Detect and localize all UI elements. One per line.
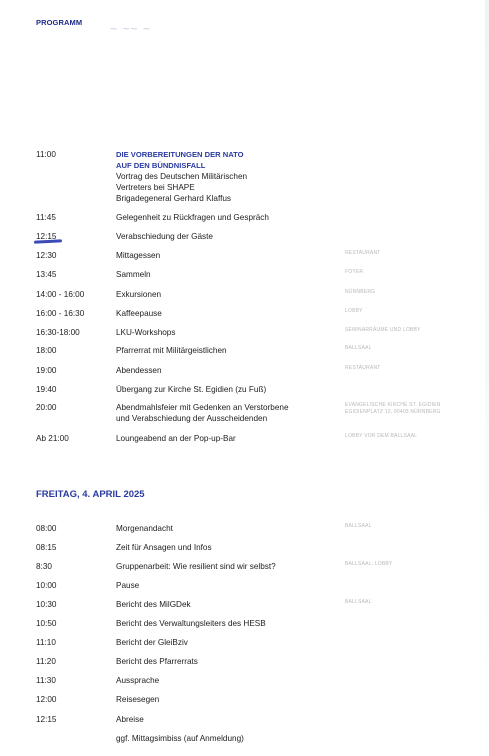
activity-line: LKU-Workshops (116, 328, 176, 337)
row-activity (116, 433, 341, 444)
row-time: 12:30 (36, 251, 57, 260)
row-time: 10:50 (36, 619, 57, 628)
row-activity (116, 618, 341, 629)
activity-line: Bericht des Pfarrerrats (116, 657, 198, 666)
row-time: 8:30 (36, 562, 52, 571)
activity-line: Mittagessen (116, 251, 161, 260)
activity-line: Kaffeepause (116, 309, 162, 318)
activity-line: Bericht der GleiBziv (116, 638, 188, 647)
row-activity (116, 580, 341, 591)
row-activity (116, 149, 341, 204)
row-activity (116, 733, 341, 744)
row-location: LOBBY (345, 308, 363, 314)
row-time: 20:00 (36, 403, 57, 412)
day2-heading: FREITAG, 4. APRIL 2025 (36, 489, 145, 500)
activity-line: Loungeabend an der Pop-up-Bar (116, 434, 236, 443)
row-location: EVANGELISCHE KIRCHE ST. EGIDIEN EGIDIENPLATZ 12, 90403 NÜRNBERG (345, 402, 441, 415)
activity-line: Exkursionen (116, 290, 162, 299)
activity-line: Abendessen (116, 366, 162, 375)
row-activity (116, 402, 341, 424)
activity-line: Abendmahlsfeier mit Gedenken an Verstorbene (116, 403, 289, 412)
row-location: SEMINARRÄUME UND LOBBY (345, 327, 421, 333)
row-time: 18:00 (36, 346, 57, 355)
row-time: 08:00 (36, 524, 57, 533)
row-activity (116, 384, 341, 395)
activity-line: Morgenandacht (116, 524, 173, 533)
row-time: 12:15 (36, 232, 57, 241)
row-time: 19:00 (36, 366, 57, 375)
row-activity (116, 327, 341, 338)
talk-title: AUF DEN BÜNDNISFALL (116, 161, 206, 170)
activity-line: Gruppenarbeit: Wie resilient sind wir selbst? (116, 562, 276, 571)
row-location: BALLSAAL (345, 599, 372, 605)
row-time: 16:30-18:00 (36, 328, 80, 337)
row-location: RESTAURANT (345, 365, 381, 371)
row-activity (116, 212, 341, 223)
row-activity (116, 675, 341, 686)
row-activity (116, 365, 341, 376)
activity-line: Aussprache (116, 676, 160, 685)
activity-line: Verabschiedung der Gäste (116, 232, 213, 241)
talk-title: DIE VORBEREITUNGEN DER NATO (116, 150, 244, 159)
activity-line: Bericht des Verwaltungsleiters des HESB (116, 619, 266, 628)
row-location: FOYER (345, 269, 364, 275)
activity-line: Pause (116, 581, 140, 590)
row-time: 10:00 (36, 581, 57, 590)
activity-line: Abreise (116, 715, 144, 724)
activity-line: Brigadegeneral Gerhard Klaffus (116, 194, 232, 203)
activity-line: Pfarrerrat mit Militärgeistlichen (116, 346, 227, 355)
row-time: 11:20 (36, 657, 56, 666)
page-edge-shadow (485, 0, 489, 756)
row-activity (116, 231, 341, 242)
row-activity (116, 345, 341, 356)
row-activity (116, 637, 341, 648)
activity-line: Übergang zur Kirche St. Egidien (zu Fuß) (116, 385, 267, 394)
row-time: 12:00 (36, 695, 57, 704)
row-activity (116, 269, 341, 280)
row-activity (116, 656, 341, 667)
activity-line: Vortrag des Deutschen Militärischen (116, 172, 248, 181)
activity-line: Vertreters bei SHAPE (116, 183, 195, 192)
row-activity (116, 542, 341, 553)
row-location: LOBBY VOR DEM BALLSAAL (345, 433, 418, 439)
row-location: BALLSAAL (345, 345, 372, 351)
row-activity (116, 289, 341, 300)
row-location: BALLSAAL; LOBBY (345, 561, 393, 567)
row-activity (116, 523, 341, 534)
row-activity (116, 308, 341, 319)
page-header: PROGRAMM (36, 18, 83, 27)
row-time: 19:40 (36, 385, 57, 394)
activity-line: Reisesegen (116, 695, 160, 704)
row-location: NÜRNBERG (345, 289, 376, 295)
activity-line: Zeit für Ansagen und Infos (116, 543, 212, 552)
row-location: RESTAURANT (345, 250, 381, 256)
row-time: Ab 21:00 (36, 434, 69, 443)
row-location: BALLSAAL (345, 523, 372, 529)
activity-line: Bericht des MilGDek (116, 600, 191, 609)
row-activity (116, 714, 341, 725)
row-time: 16:00 - 16:30 (36, 309, 85, 318)
row-time: 11:30 (36, 676, 56, 685)
row-time: 10:30 (36, 600, 57, 609)
row-time: 11:00 (36, 150, 56, 159)
row-time: 11:45 (36, 213, 56, 222)
row-time: 11:10 (36, 638, 56, 647)
row-activity (116, 599, 341, 610)
row-activity (116, 694, 341, 705)
faint-decorative-script: ~ ~~ ~ (110, 22, 151, 36)
activity-line: Gelegenheit zu Rückfragen und Gespräch (116, 213, 269, 222)
row-time: 14:00 - 16:00 (36, 290, 85, 299)
row-activity (116, 561, 341, 572)
row-activity (116, 250, 341, 261)
row-time: 08:15 (36, 543, 57, 552)
row-time: 13:45 (36, 270, 57, 279)
activity-line: ggf. Mittagsimbiss (auf Anmeldung) (116, 734, 244, 743)
row-time: 12:15 (36, 715, 57, 724)
activity-line: Sammeln (116, 270, 151, 279)
activity-line: und Verabschiedung der Ausscheidenden (116, 414, 268, 423)
